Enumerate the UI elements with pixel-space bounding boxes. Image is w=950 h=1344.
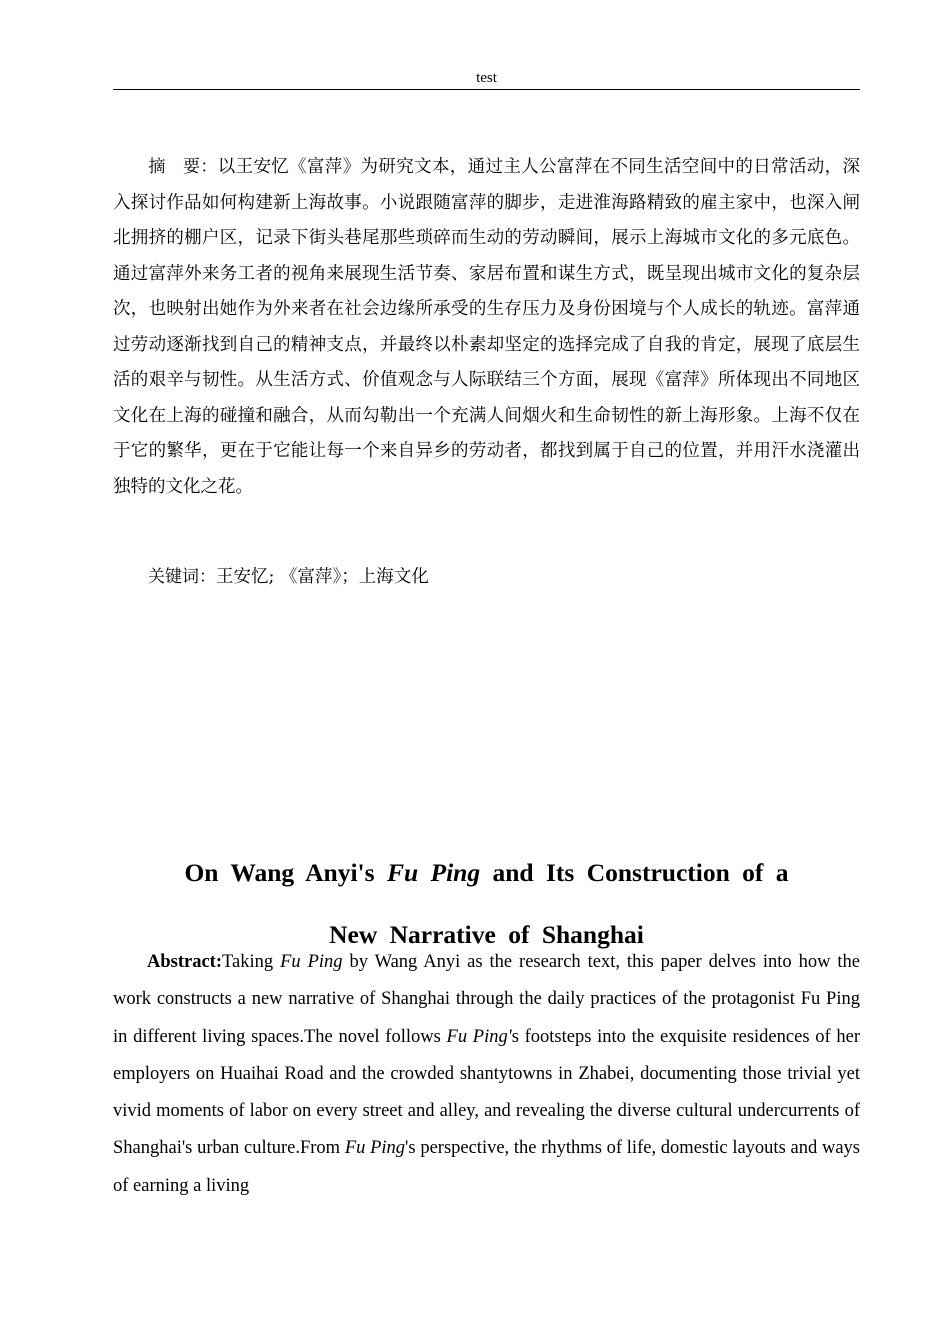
chinese-abstract bbox=[113, 150, 860, 505]
chinese-keywords-label: 关键词： bbox=[148, 567, 216, 587]
english-abstract-italic-2: Fu Ping' bbox=[446, 1026, 512, 1047]
english-abstract-text-1: Taking bbox=[222, 952, 281, 972]
english-abstract-italic-1: Fu Ping bbox=[280, 952, 343, 972]
english-abstract bbox=[113, 944, 860, 1205]
page-header bbox=[113, 68, 860, 90]
english-abstract-text-3: s footsteps into the exquisite residences of her employers on Huaihai Road and the crowded shantytowns in Zhabei, documenting those trivial yet vivid moments of labor on every street and alley, and revealing the diverse cultural undercurrents of Shanghai's urban culture.From bbox=[113, 1026, 860, 1159]
header-text: test bbox=[476, 70, 497, 86]
english-title-line-1: On Wang Anyi's Fu Ping and Its Construction of a bbox=[184, 858, 789, 887]
english-title-italic: Fu Ping bbox=[386, 858, 481, 887]
english-title-line-2: New Narrative of Shanghai bbox=[329, 920, 644, 949]
chinese-keywords-value: 王安忆; 《富萍》；上海文化 bbox=[216, 567, 429, 587]
english-abstract-italic-3: Fu Ping bbox=[344, 1138, 406, 1159]
english-abstract-label: Abstract: bbox=[147, 952, 223, 972]
chinese-abstract-body: 以王安忆《富萍》为研究文本，通过主人公富萍在不同生活空间中的日常活动，深入探讨作品如何构建新上海故事。小说跟随富萍的脚步，走进淮海路精致的雇主家中，也深入闸北拥挤的棚户区，记录下街头巷尾那些琐碎而生动的劳动瞬间，展示上海城市文化的多元底色。通过富萍外来务工者的视角来展现生活节奏、家居布置和谋生方式，既呈现出城市文化的复杂层次，也映射出她作为外来者在社会边缘所承受的生存压力及身份困境与个人成长的轨迹。富萍通过劳动逐渐找到自己的精神支点，并最终以朴素却坚定的选择完成了自我的肯定，展现了底层生活的艰辛与韧性。从生活方式、价值观念与人际联结三个方面，展现《富萍》所体现出不同地区文化在上海的碰撞和融合，从而勾勒出一个充满人间烟火和生命韧性的新上海形象。上海不仅在于它的繁华，更在于它能让每一个来自异乡的劳动者，都找到属于自己的位置，并用汗水浇灌出独特的文化之花。 bbox=[113, 157, 860, 497]
english-abstract-text-4: 's perspective, the rhythms of life, domestic layouts and ways of earning a living bbox=[113, 1138, 860, 1196]
chinese-keywords bbox=[113, 560, 860, 595]
chinese-abstract-label: 摘 要： bbox=[148, 157, 218, 177]
english-abstract-text-2: by Wang Anyi as the research text, this paper delves into how the work constructs a new narrative of Shanghai through the daily practices of the protagonist Fu Ping in different living spaces.The novel follows bbox=[113, 952, 860, 1047]
